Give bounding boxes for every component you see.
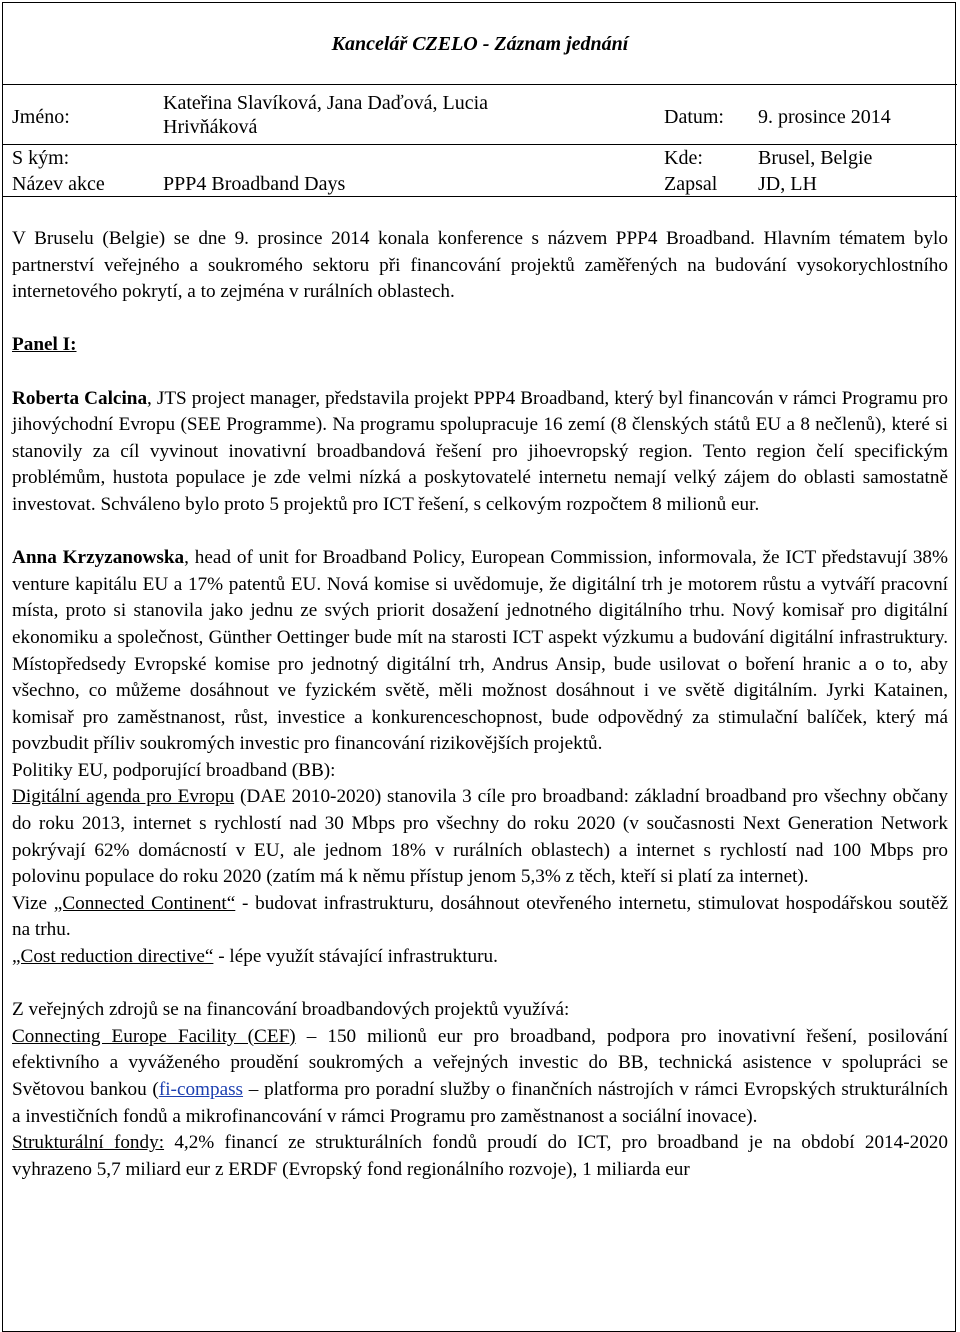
date-value: 9. prosince 2014 [758,106,891,128]
paragraph-cef [12,1024,948,1130]
paragraph-text: (DAE 2010-2020) stanovila 3 cíle pro broadband: základní broadband pro všechny občany do roku 2013, internet s rychlostí nad 30 Mbps pro všechny do roku 2020 (v současnosti Next Generation Network pokrývají 62% domácností v EU, ale jednom 18% v rurálních oblastech) a internet s rychlostí nad 100 Mbps pro polovinu populace do roku 2020 (zatím má k němu přístup jenom 5,3% z těch, kteří si platí za internet). [12,786,948,888]
paragraph-structural-funds [12,1130,948,1183]
cost-reduction-link[interactable]: „Cost reduction directive“ [12,946,214,968]
connected-continent-link[interactable]: „Connected Continent“ [53,892,236,914]
document-title: Kancelář CZELO - Záznam jednání [331,33,629,55]
where-value: Brusel, Belgie [758,147,873,169]
paragraph-text: – platforma pro poradní služby o finančních nástrojích v rámci Evropských strukturálních a investičních fondů a mikrofinancování v rámci Programu pro zaměstnanost a sociální inovace). [12,1079,948,1127]
paragraph-crd [12,944,948,971]
event-label: Název akce [12,173,105,195]
cef-link[interactable]: Connecting Europe Facility (CEF) [12,1025,296,1047]
paragraph-krzyzanowska [12,545,948,758]
event-value: PPP4 Broadband Days [163,173,346,195]
paragraph-calcina [12,386,948,519]
panel-heading: Panel I: [12,334,77,356]
speaker-name: Anna Krzyzanowska [12,547,185,569]
with-label: S kým: [12,147,70,169]
paragraph-text: – 150 milionů eur pro broadband, podpora pro inovativní řešení, posilování efektivního a vyváženého proudění soukromých a veřejných investic do BB, technická asistence v spolupráci se Světovou bankou ( [12,1025,949,1100]
header-bottom-rule [2,196,957,197]
policies-heading: Politiky EU, podporující broadband (BB): [12,759,336,781]
name-value: Kateřina Slavíková, Jana Daďová, Lucia Hrivňáková [163,92,489,138]
document-body [12,226,948,1183]
paragraph-text: - budovat infrastrukturu, dosáhnout otevřeného internetu, stimulovat hospodářskou soutěž na trhu. [12,892,948,941]
paragraph-dae [12,784,948,890]
paragraph-text: , JTS project manager, představila projekt PPP4 Broadband, který byl financován v rámci Programu pro jihovýchodní Evropu (SEE Programme). Na programu spolupracuje 16 zemí (8 členských států EU a 8 nečlenů), které si stanovily za cíl vyvinout inovativní broadbandová řešení pro jihoevropský region. Tento region čelí specifickým problémům, hustota populace je zde velmi nízká a poskytovatelé internetu nemají velký zájem do oblasti samostatně investovat. Schváleno bylo proto 5 projektů pro ICT řešení, s celkovým rozpočtem 8 milionů eur. [12,387,948,515]
paragraph-text: - lépe využít stávající infrastrukturu. [213,946,498,968]
fi-compass-link[interactable]: fi-compass [158,1079,244,1100]
recorded-value: JD, LH [758,173,817,195]
header-rule-1 [2,144,957,145]
recorded-label: Zapsal [664,173,718,195]
paragraph-text: 4,2% financí ze strukturálních fondů proudí do ICT, pro broadband je na období 2014-2020 vyhrazeno 5,7 miliard eur z ERDF (Evropský fond regionálního rozvoje), 1 miliarda eur [12,1132,948,1180]
structural-funds-link[interactable]: Strukturální fondy: [12,1132,165,1154]
sources-heading: Z veřejných zdrojů se na financování broadbandových projektů využívá: [12,999,570,1021]
intro-paragraph: V Bruselu (Belgie) se dne 9. prosince 2014 konala konference s názvem PPP4 Broadband. Hlavním tématem bylo partnerství veřejného a soukromého sektoru při financování projektů zaměřených na budování vysokorychlostního internetového pokrytí, a to zejména v rurálních oblastech. [12,228,948,303]
name-label: Jméno: [12,106,70,128]
paragraph-text: , head of unit for Broadband Policy, European Commission, informovala, že ICT představují 38% venture kapitálu EU a 17% patentů EU. Nová komise si uvědomuje, že digitální trh je motorem růstu a vytváří pracovní místa, proto si stanovila jako jednu ze svých priorit dosažení jednotného digitálního trhu. Nový komisař pro digitální ekonomiku a společnost, Günther Oettinger bude mít na starosti ICT aspekt výzkumu a budování digitální infrastruktury. Místopředsedy Evropské komise pro jednotný digitální trh, Andrus Ansip, bude usilovat o boření hranic a o to, aby všechno, co můžeme dosáhnout ve fyzickém světě, měli možnost dosáhnout i ve světě digitálním. Jyrki Katainen, komisař pro zaměstnanost, růst, investice a konkurenceschopnost, bude odpovědný za stimulační balíček, který má povzbudit příliv soukromých investic pro financování rizikovějších projektů. [12,547,948,755]
dae-link[interactable]: Digitální agenda pro Evropu [12,786,235,808]
where-label: Kde: [664,147,703,169]
header-top-rule [2,84,957,85]
date-label: Datum: [664,106,724,128]
paragraph-vision [12,891,948,944]
vision-prefix: Vize [12,892,54,914]
speaker-name: Roberta Calcina [12,387,148,409]
